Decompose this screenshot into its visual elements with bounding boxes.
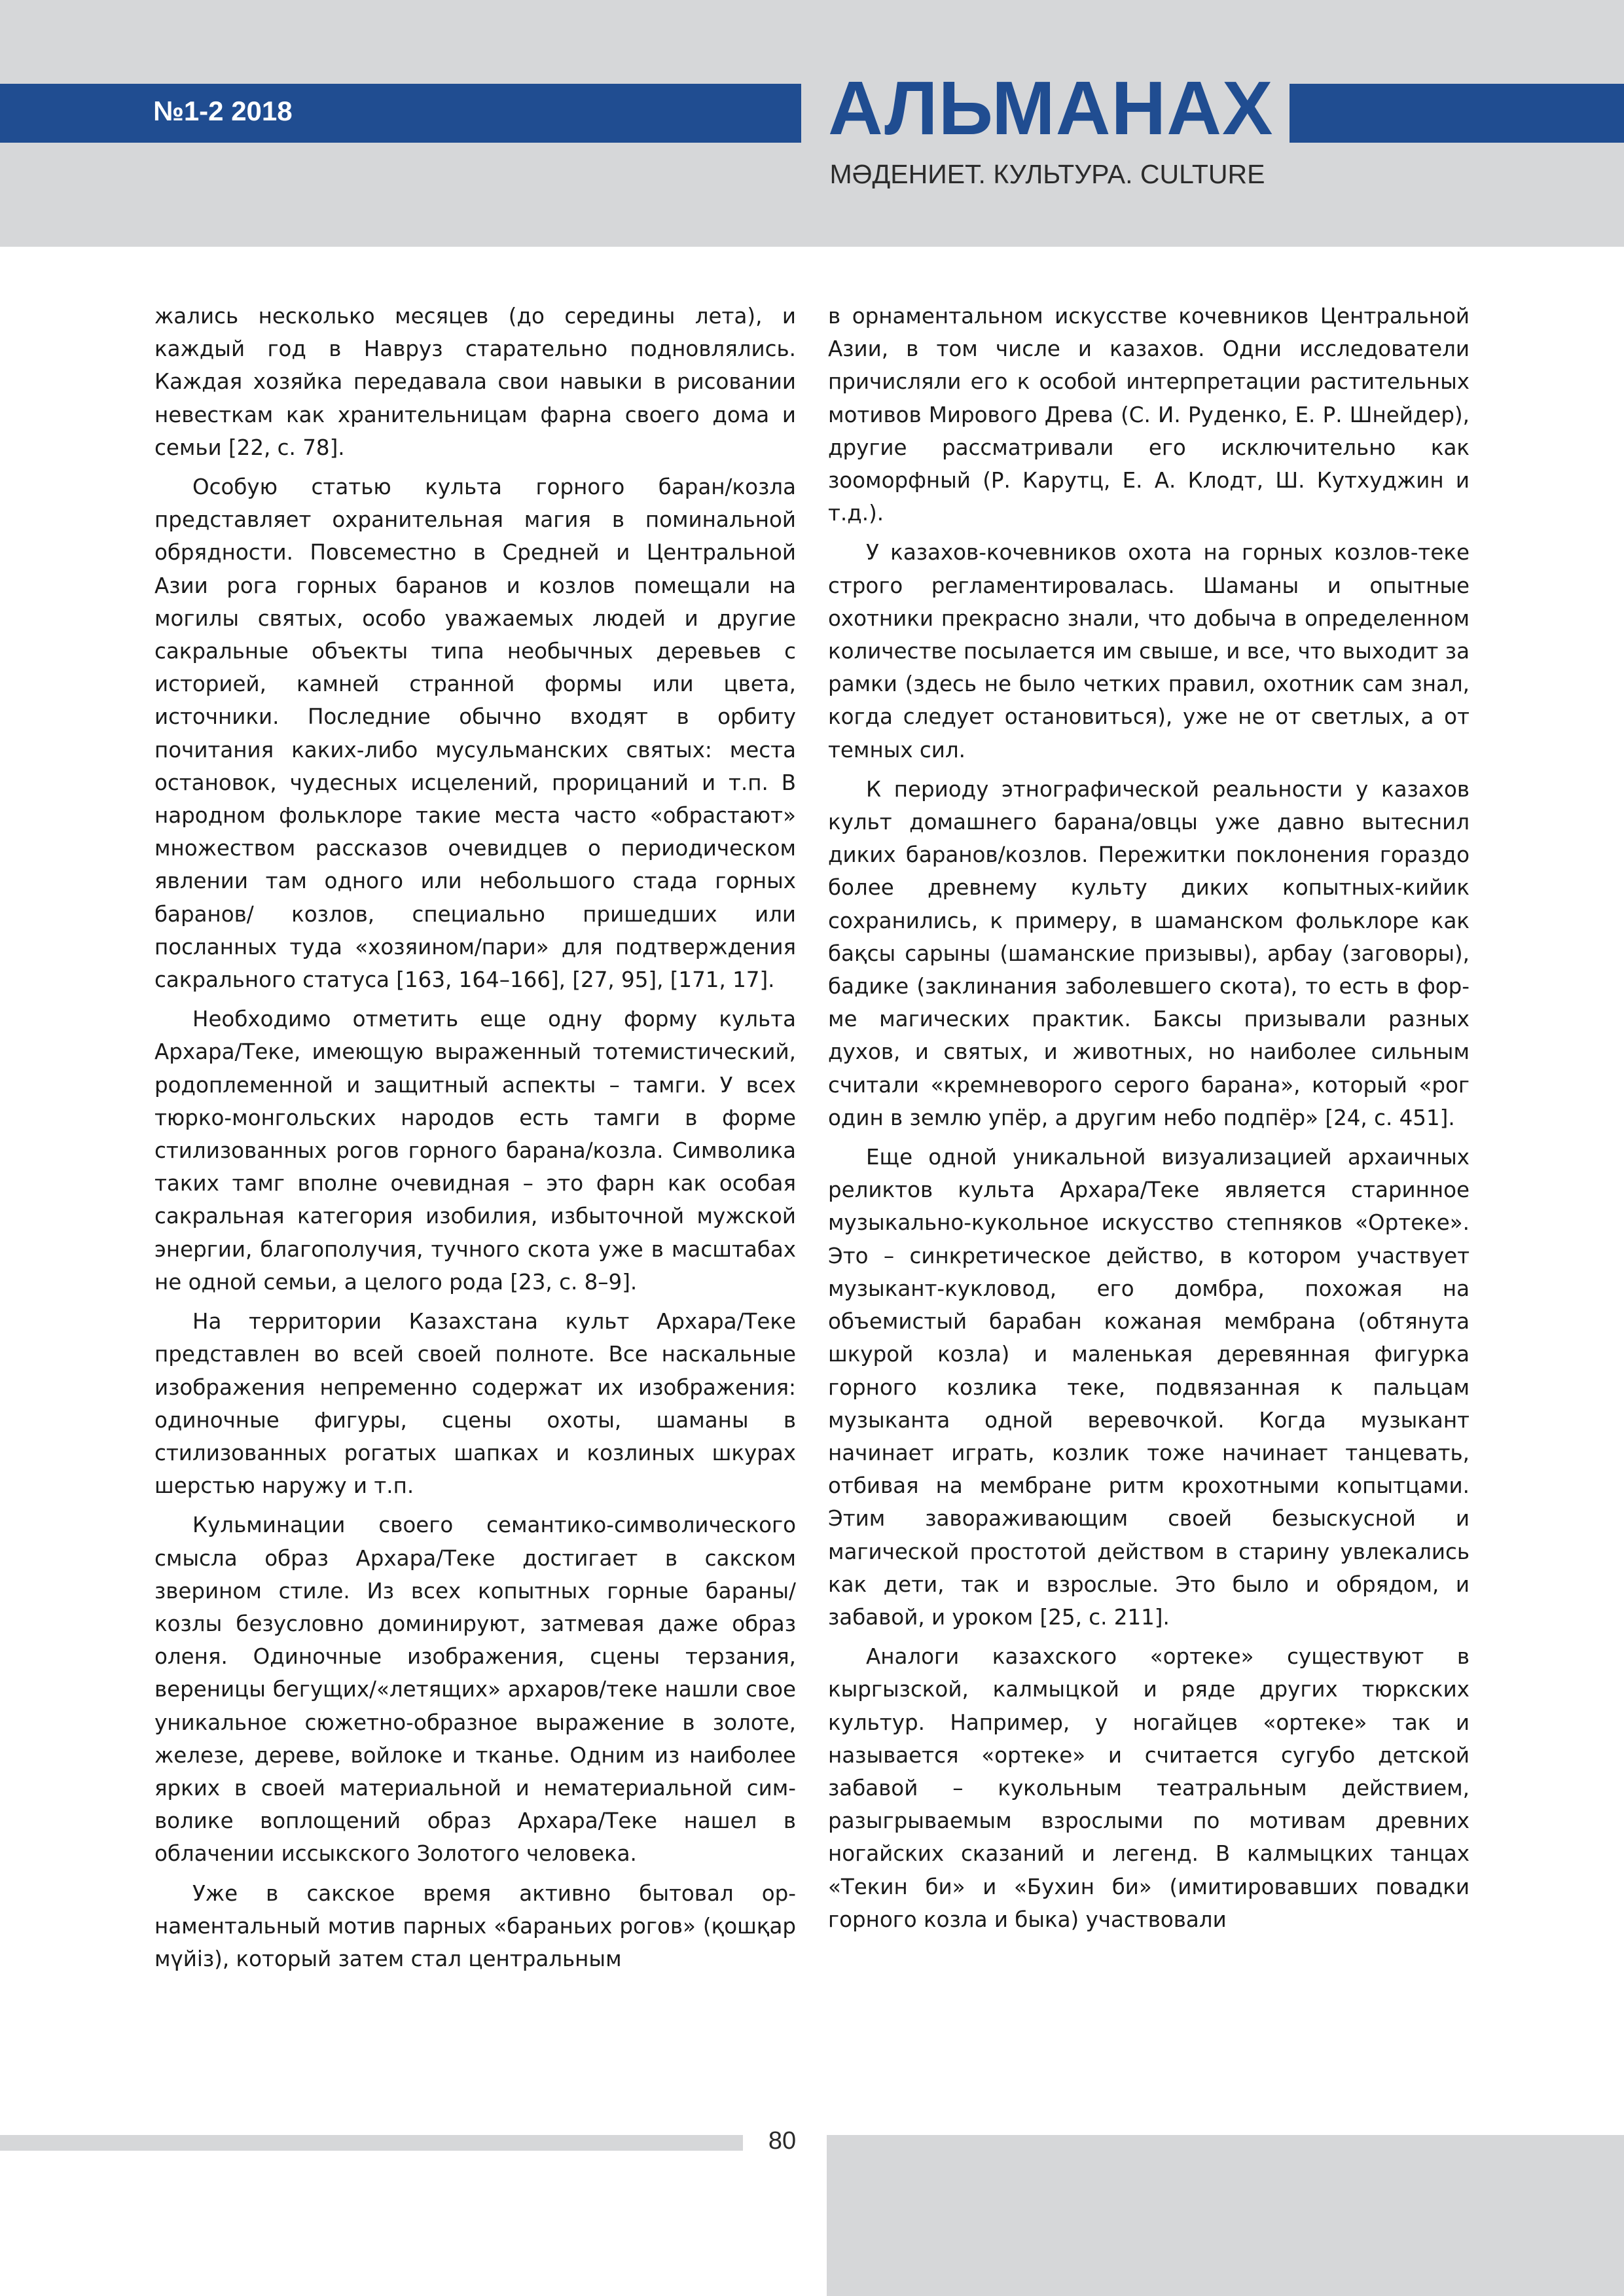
paragraph: На территории Казахстана культ Архара/Теке представлен во всей своей полноте. Все наскальные изображения непременно содержат их изображения: одиночные фигуры, сцены охоты, шаманы в стилизованных рогатых шапках и козлиных шкурах шерстью наружу и т.п.	[154, 1309, 796, 1499]
footer-bar-left	[0, 2135, 743, 2151]
paragraph: Еще одной уникальной визуализацией архаичных реликтов культа Архара/Теке является старинное музыкально-кукольное искусство степняков «Ортеке». Это – синкретическое действо, в котором участвует музыкант-кукловод, его домбра, похожая на объемистый барабан кожаная мембрана (обтянута шкурой козла) и маленькая деревянная фигурка горного козлика теке, подвязанная к пальцам музыканта одной веревочкой. Когда музыкант начинает играть, козлик тоже начинает танцевать, отбивая на мембране ритм крохотными копытцами. Этим завораживающим своей безыскусной и магической простотой действом в старину увлекались как дети, так и взрослые. Это было и обрядом, и забавой, и уроком [25, с. 211].	[828, 1145, 1470, 1630]
paragraph: Необходимо отметить еще одну форму культа Архара/Теке, имеющую выраженный тотемистический, родоплеменной и защитный аспекты – тамги. У всех тюрко-монгольских народов есть тамги в форме стилизованных рогов горного барана/козла. Символика таких тамг вполне очевидная – это фарн как особая сакральная категория изобилия, избыточной мужской энергии, благополучия, тучного скота уже в масштабах не одной семьи, а целого рода [23, с. 8–9].	[154, 1007, 796, 1295]
page-number: 80	[768, 2127, 797, 2155]
paragraph: У казахов-кочевников охота на горных козлов-теке строго регламентировалась. Шаманы и опытные охотники прекрасно знали, что добыча в определенном количестве посылается им свыше, и все, что выходит за рамки (здесь не было четких правил, охотник сам знал, когда следует остановиться), уже не от светлых, а от темных сил.	[828, 540, 1470, 762]
paragraph: в орнаментальном искусстве кочевников Центральной Азии, в том числе и казахов. Одни исследователи причисляли его к особой интерпретации растительных мотивов Мирового Древа (С. И. Руденко, Е. Р. Шнейдер), другие рассматривали его исключительно как зооморфный (Р. Карутц, Е. А. Клодт, Ш. Кутхуджин и т.д.).	[828, 304, 1470, 526]
header-bar-right	[1290, 84, 1624, 143]
paragraph: Особую статью культа горного баран/козла представляет охранительная магия в поминальной обрядности. Повсеместно в Средней и Центральной Азии рога горных баранов и козлов помещали на могилы святых, особо уважаемых людей и другие сакральные объекты типа необычных деревьев с историей, камней странной формы или цвета, источники. Последние обычно входят в орбиту почитания каких-либо мусульманских святых: места остановок, чудесных исцелений, прорицаний и т.п. В народном фольклоре такие места часто «обрастают» множеством рассказов очевидцев о периодическом явлении там одного или небольшого стада горных баранов/ козлов, специально пришедших или посланных туда «хозяином/пари» для подтверждения сакрального статуса [163, 164–166], [27, 95], [171, 17].	[154, 475, 796, 993]
journal-subtitle: МӘДЕНИЕТ. КУЛЬТУРА. CULTURE	[829, 159, 1265, 189]
header-bar-left	[0, 84, 801, 143]
issue-number: №1-2 2018	[153, 96, 293, 126]
left-column	[154, 300, 796, 1982]
right-column	[828, 300, 1470, 1943]
paragraph: Аналоги казахского «ортеке» существуют в кыргызской, калмыцкой и ряде других тюркских культур. Например, у ногайцев «ортеке» так и называется «ортеке» и считается сугубо детской забавой – кукольным театральным действием, разыгрываемым взрослыми по мотивам древних ногайских сказаний и легенд. В калмыцких танцах «Текин би» и «Бухин би» (имитировавших повадки горного козла и быка) участвовали	[828, 1644, 1470, 1932]
journal-title: АЛЬМАНАХ	[828, 65, 1274, 151]
paragraph: Уже в сакское время активно бытовал орнаментальный мотив парных «бараньих рогов» (қошқар мүйіз), который затем стал центральным	[154, 1880, 796, 1971]
footer-block-right	[827, 2135, 1624, 2296]
paragraph: К периоду этнографической реальности у казахов культ домашнего барана/овцы уже давно вытеснил диких баранов/козлов. Пережитки поклонения гораздо более древнему культу диких копытных-кийик сохранились, к примеру, в шаманском фольклоре как бақсы сарыны (шаманские призывы), арбау (заговоры), бадике (заклинания заболевшего скота), то есть в форме магических практик. Баксы призывали разных духов, и святых, и животных, но наиболее сильным считали «кремневорого серого барана», который «рог один в землю упёр, а другим небо подпёр» [24, с. 451].	[828, 776, 1470, 1130]
paragraph: жались несколько месяцев (до середины лета), и каждый год в Навруз старательно подновлялись. Каждая хозяйка передавала свои навыки в рисовании невесткам как хранительницам фарна своего дома и семьи [22, с. 78].	[154, 304, 796, 460]
paragraph: Кульминации своего семантико-символического смысла образ Архара/Теке достигает в сакском зверином стиле. Из всех копытных горные бараны/козлы безусловно доминируют, затмевая даже образ оленя. Одиночные изображения, сцены терзания, вереницы бегущих/«летящих» архаров/теке нашли свое уникальное сюжетно-образное выражение в золоте, железе, дереве, войлоке и тканье. Одним из наиболее ярких в своей материальной и нематериальной символике воплощений образ Архара/Теке нашел в облачении иссыкского Золотого человека.	[154, 1513, 796, 1867]
